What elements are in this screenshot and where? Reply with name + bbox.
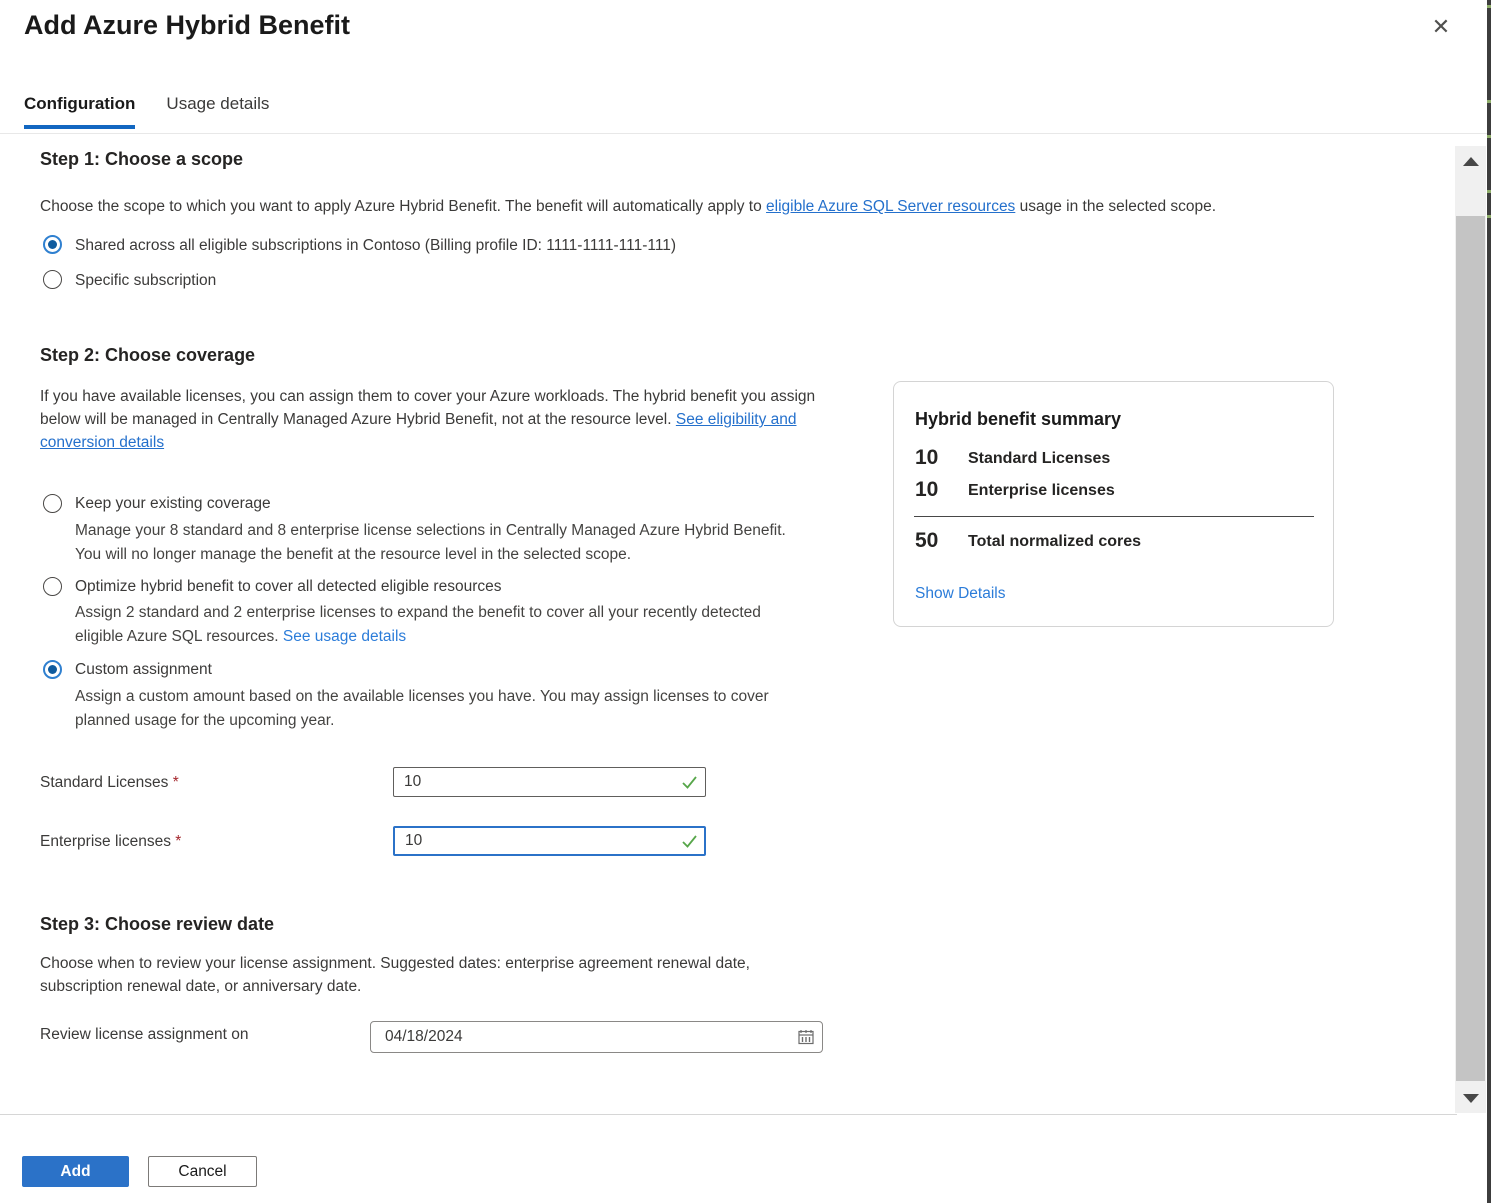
standard-licenses-input[interactable] <box>393 767 706 797</box>
optimize-benefit-description-text: Assign 2 standard and 2 enterprise licenses to expand the benefit to cover all your recently detected eligible Azure SQL resources. <box>75 604 761 645</box>
step3-description: Choose when to review your license assignment. Suggested dates: enterprise agreement renewal date, subscription renewal date, or anniversary date. <box>40 955 750 995</box>
review-date-label: Review license assignment on <box>40 1026 249 1043</box>
page-title: Add Azure Hybrid Benefit <box>24 10 351 40</box>
radio-custom-assignment-label[interactable]: Custom assignment <box>75 661 212 678</box>
radio-specific-subscription[interactable] <box>43 270 62 289</box>
scrollbar-thumb[interactable] <box>1456 216 1485 1081</box>
tab-bar <box>24 94 269 129</box>
summary-enterprise-value: 10 <box>915 478 939 501</box>
review-date-field <box>370 1021 823 1053</box>
calendar-icon[interactable] <box>798 1029 814 1045</box>
step1-description-text: Choose the scope to which you want to apply Azure Hybrid Benefit. The benefit will automatically apply to <box>40 198 767 215</box>
summary-standard-label: Standard Licenses <box>968 450 1111 467</box>
summary-total-label: Total normalized cores <box>968 533 1142 550</box>
tabs-divider <box>0 133 1491 134</box>
scroll-down-icon[interactable] <box>1455 1087 1486 1109</box>
summary-enterprise-label: Enterprise licenses <box>968 482 1115 499</box>
step2-heading: Step 2: Choose coverage <box>40 345 256 365</box>
usage-details-link[interactable]: See usage details <box>282 627 407 645</box>
summary-title: Hybrid benefit summary <box>915 409 1122 429</box>
tab-configuration[interactable]: Configuration <box>24 94 135 129</box>
keep-coverage-description: Manage your 8 standard and 8 enterprise license selections in Centrally Managed Azure Hybrid Benefit. You will no longer manage the benefit at the resource level in the selected scope. <box>75 522 786 563</box>
screen-edge-artifact <box>1487 0 1491 1203</box>
radio-keep-coverage-label[interactable]: Keep your existing coverage <box>75 495 271 512</box>
scroll-up-icon[interactable] <box>1455 150 1486 172</box>
step2-description-text: If you have available licenses, you can assign them to cover your Azure workloads. The hybrid benefit you assign below will be managed in Centrally Managed Azure Hybrid Benefit, not at the resource level. <box>40 388 816 428</box>
valid-checkmark-icon <box>681 774 698 791</box>
enterprise-licenses-input[interactable] <box>393 826 706 856</box>
radio-shared-scope[interactable] <box>43 235 62 254</box>
radio-custom-assignment[interactable] <box>43 660 62 679</box>
summary-total-value: 50 <box>915 529 939 552</box>
radio-optimize-benefit-label[interactable]: Optimize hybrid benefit to cover all detected eligible resources <box>75 578 502 595</box>
tab-usage-details[interactable]: Usage details <box>166 94 270 113</box>
step3-heading: Step 3: Choose review date <box>40 914 275 934</box>
required-asterisk: * <box>172 774 179 791</box>
summary-divider <box>914 516 1314 517</box>
eligible-resources-link[interactable]: eligible Azure SQL Server resources <box>766 198 1016 215</box>
summary-standard-value: 10 <box>915 446 939 469</box>
required-asterisk: * <box>175 833 182 850</box>
standard-licenses-label <box>40 774 179 792</box>
step1-heading: Step 1: Choose a scope <box>40 149 244 169</box>
radio-keep-coverage[interactable] <box>43 494 62 513</box>
enterprise-licenses-field <box>393 826 706 856</box>
enterprise-licenses-label-text: Enterprise licenses <box>40 833 171 850</box>
step1-description <box>40 195 1370 218</box>
close-icon[interactable]: ✕ <box>1431 14 1451 39</box>
step1-description-tail: usage in the selected scope. <box>1015 198 1217 215</box>
cancel-button[interactable]: Cancel <box>148 1156 257 1187</box>
standard-licenses-label-text: Standard Licenses <box>40 774 169 791</box>
standard-licenses-field <box>393 767 706 797</box>
add-button[interactable]: Add <box>22 1156 129 1187</box>
show-details-link[interactable]: Show Details <box>915 585 1006 602</box>
custom-assignment-description: Assign a custom amount based on the available licenses you have. You may assign licenses to cover planned usage for the upcoming year. <box>75 688 769 729</box>
review-date-input[interactable] <box>370 1021 823 1053</box>
valid-checkmark-icon <box>681 833 698 850</box>
eligibility-details-link[interactable]: See eligibility and conversion details <box>40 411 797 451</box>
footer-divider <box>0 1114 1457 1115</box>
radio-optimize-benefit[interactable] <box>43 577 62 596</box>
enterprise-licenses-label <box>40 833 181 851</box>
step2-description <box>40 385 822 454</box>
radio-specific-subscription-label[interactable]: Specific subscription <box>75 272 217 289</box>
radio-shared-scope-label[interactable]: Shared across all eligible subscriptions in Contoso (Billing profile ID: 1111-1111-111-111) <box>75 237 677 254</box>
vertical-scrollbar[interactable] <box>1455 146 1486 1113</box>
hybrid-benefit-summary-card <box>893 381 1334 627</box>
optimize-benefit-description <box>75 601 775 648</box>
